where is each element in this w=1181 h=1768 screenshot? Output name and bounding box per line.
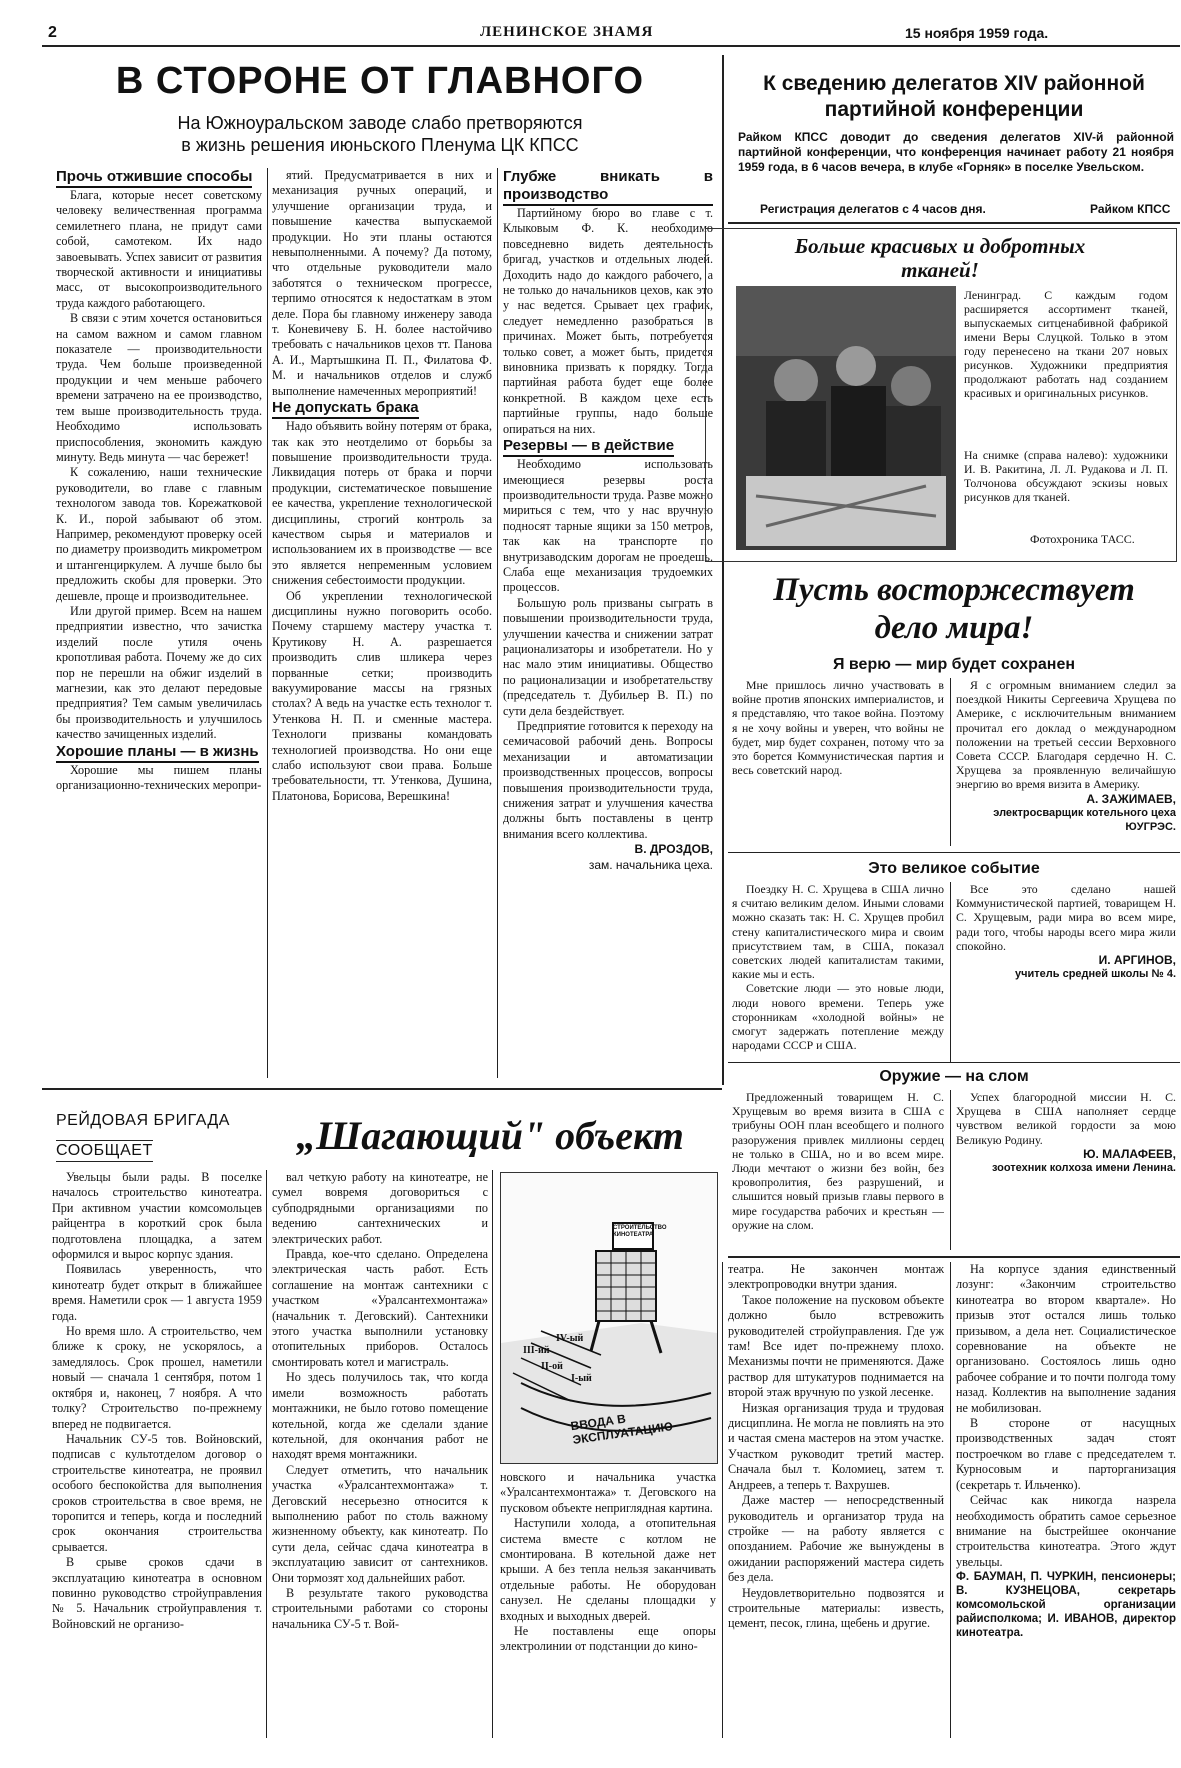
- paragraph: Все это сделано нашей Коммунистической партией, товарищем Н. С. Хрущевым, ради мира во всем мире, ради того, чтобы народы всего мира жили спокойно.: [956, 882, 1176, 953]
- cartoon-mark-2: II-ой: [541, 1361, 563, 1372]
- paragraph: В результате такого руководства строительными работами со стороны начальника СУ-5 т. Вой-: [272, 1585, 488, 1631]
- peace-s3-col-a: [732, 1090, 944, 1250]
- peace-s3-title: Оружие — на слом: [879, 1068, 1029, 1085]
- paragraph: вал четкую работу на кинотеатре, не сумел вовремя договориться с субподрядными организациями по ведению сантехнических и электрических работ.: [272, 1170, 488, 1246]
- section-rule: [42, 1088, 722, 1090]
- peace-s1-title: Я верю — мир будет сохранен: [832, 656, 1076, 673]
- main-col-3: [503, 168, 713, 1078]
- raid-title: „Шагающий" объект: [296, 1113, 684, 1158]
- main-title: В СТОРОНЕ ОТ ГЛАВНОГО: [115, 60, 645, 102]
- raid-col-2: [272, 1170, 488, 1738]
- paragraph: Хорошие мы пишем планы организационно-технических меропри-: [56, 762, 262, 793]
- paragraph: Следует отметить, что начальник участка «Уралсантехмонтажа» т. Деговский несерьезно относится к выполнению работ по столь важному жизненному объекту, как кинотеатр. По сути дела, сейчас сдача кинотеатра в эксплуатацию зависит от сантехников. Они тормозят ход дальнейших работ.: [272, 1462, 488, 1585]
- subhead-otzhivshie: Прочь отжившие способы: [56, 168, 252, 188]
- signature-role: электросварщик котельного цеха ЮУГРЭС.: [993, 806, 1176, 834]
- main-col-1: [56, 168, 262, 1078]
- paragraph: Предложенный товарищем Н. С. Хрущевым во время визита в США с трибуны ООН план всеобщего и полного разоружения привлек миллионы сердец не только в США, но и во всем мире. Люди мечтают о жизни без войн, без кровопролития, без разрушений, и слышится новый призыв главы первого в мире государства рабочих и крестьян — оружие на слом.: [732, 1090, 944, 1232]
- header-rule: [42, 45, 1180, 47]
- paragraph: Но здесь получилось так, что когда имели возможность работать монтажники, не было готово помещение котельной, когда же сделали здание котельной, для окончания работ не находят время монтажники.: [272, 1370, 488, 1462]
- paragraph: Об укреплении технологической дисциплины нужно поговорить особо. Почему старшему мастеру участка т. Крутикову Н. А. разрешается производить слив шликера через порванные сетки; производить вакуумирование массы на грязных столах? А ведь на участке есть технолог т. Утенкова Н. П. и сменные мастера. Технологи призваны командовать технологией производства. Но они еще слабо используют свои права. Больше требовательности, тт. Утенкова, Душина, Платонова, Борисова, Верешкина!: [272, 588, 492, 803]
- cartoon-mark-1: I-ый: [571, 1373, 592, 1384]
- cartoon: [500, 1172, 718, 1464]
- paragraph: Правда, кое-что сделано. Определена электрическая часть работ. Есть соглашение на монтаж сантехники с участком «Уралсантехмонтажа» (начальник т. Деговский). Сантехники этого участка выполнили установку отопительных приборов. Осталось смонтировать котел и магистраль.: [272, 1247, 488, 1369]
- section-rule: [728, 222, 1180, 224]
- peace-title-2: дело мира!: [874, 610, 1034, 646]
- delegates-registration: Регистрация делегатов с 4 часов дня.: [760, 202, 986, 216]
- paragraph: Сейчас как никогда назрела необходимость обратить самое серьезное внимание на быстрейшее окончание строительства кинотеатра. Этого ждут увельцы.: [956, 1493, 1176, 1569]
- paragraph: ятий. Предусматривается в них и механизация ручных операций, и улучшение организации труда, и повышение качества выпускаемой продукции. Но эти планы остаются невыполненными. А почему? Да потому, что отдельные руководители мало заботятся о техническом прогрессе, терпимо относятся к недостаткам в этом деле. Пора бы главному инженеру завода т. Коневичеву Б. Н. более настойчиво требовать с начальников цехов тт. Панова А. И., Мартышкина П. П., Филатова Ф. М. и начальников отделов и служб выполнение намеченных мероприятий!: [272, 168, 492, 398]
- paragraph: Партийному бюро во главе с т. Клыковым Ф. К. необходимо повседневно видеть деятельность бригад, участков и отдельных людей. Доходить надо до каждого рабочего, а не только до начальников цехов, как это у нас ведется. Срывает цех график, следует немедленно разобраться в причинах. Может быть, потребуется только совет, а может быть, придется виновника призвать к порядку. Тогда партийная работа будет еще более конкретной. В каждом цехе есть партийные группы, надо больше опираться на них.: [503, 206, 713, 436]
- delegates-signature: Райком КПСС: [1090, 202, 1171, 216]
- paragraph: Даже мастер — непосредственный руководитель и организатор труда на стройке — на работу является с опозданием. Рабочие же вынуждены в ожидании распоряжений мастера сидеть без дела.: [728, 1493, 944, 1585]
- col-divider: [950, 882, 951, 1062]
- fabrics-title-2: тканей!: [901, 258, 979, 282]
- peace-s2-col-a: [732, 882, 944, 1062]
- peace-s3-col-b: [956, 1090, 1176, 1250]
- signature-name: Ю. МАЛАФЕЕВ,: [1083, 1146, 1176, 1161]
- paragraph: Я с огромным вниманием следил за поездкой Никиты Сергеевича Хрущева по Америке, с исключительным вниманием прочитал его доклад о международном положении на третьей сессии Верховного Совета СССР. Благодаря сердечно Н. С. Хрущева за проявленную величайшую энергию во время визита в Америку.: [956, 678, 1176, 792]
- paragraph: Большую роль призваны сыграть в повышении производительности труда, улучшении качества и снижении затрат рационализаторы и изобретатели. Но у нас мало этим инициативы. Общество по рационализации и изобретательству (председатель т. Дубильер В. П.) по сути дела бездействует.: [503, 595, 713, 718]
- section-rule: [728, 852, 1180, 853]
- peace-s2-title: Это великое событие: [868, 860, 1040, 877]
- main-subtitle-1: На Южноуральском заводе слабо претворяются: [177, 113, 583, 133]
- paragraph: Советские люди — это новые люди, люди нового времени. Теперь уже сторонникам «холодной войны» не смогут задержать потепление между народами СССР и США.: [732, 981, 944, 1053]
- delegates-title-2: партийной конференции: [824, 98, 1084, 121]
- col-divider: [950, 678, 951, 846]
- raid-col-1: [52, 1170, 262, 1738]
- delegates-text: Райком КПСС доводит до сведения делегатов XIV-й районной партийной конференции, что конференция начинает работу 21 ноября 1959 года, в 6 часов вечера, в клубе «Горняк» в поселке Увельском.: [738, 130, 1174, 174]
- paragraph: Необходимо использовать имеющиеся резервы роста производительности труда. Разве можно мириться с тем, что у нас вручную подносят тарные ящики за 150 метров, так как на транспорте по внутризаводским дорогам не проедешь. Слаба еще механизация трудоемких процессов.: [503, 457, 713, 595]
- paragraph: Блага, которые несет советскому человеку величественная программа семилетнего плана, не придут сами собой, самотеком. Их надо завоевывать. Успех зависит от развития творческой активности и инициативы масс, от высокопроизводительного труда каждого работающего.: [56, 188, 262, 310]
- subhead-brak: Не допускать брака: [272, 399, 419, 419]
- paragraph: Успех благородной миссии Н. С. Хрущева в США наполняет сердце чувством великой гордости за мою Великую Родину.: [956, 1090, 1176, 1147]
- paragraph: театра. Не закончен монтаж электропроводки внутри здания.: [728, 1262, 944, 1292]
- subhead-rezervy: Резервы — в действие: [503, 437, 674, 457]
- col-divider: [950, 1262, 951, 1738]
- raid-col-3: [500, 1470, 716, 1738]
- col-divider: [267, 168, 268, 1078]
- paragraph: Поездку Н. С. Хрущева в США лично я считаю великим делом. Иными словами можно сказать так: Н. С. Хрущев пробил стену капиталистического мира и своим присутствием там, в США, показал советских людей капиталистам такими, какие мы и есть.: [732, 882, 944, 982]
- paragraph: Низкая организация труда и трудовая дисциплина. Не могла не повлиять на это и частая смена мастеров на этом участке. Участком руководит третий мастер. Сначала был т. Коломиец, затем т. Андреев, а теперь т. Вахрушев.: [728, 1400, 944, 1492]
- delegates-title-1: К сведению делегатов XIV районной: [763, 72, 1145, 95]
- col-divider: [492, 1170, 493, 1738]
- peace-s1-col-a: [732, 678, 944, 846]
- fabrics-credit: Фотохроника ТАСС.: [1030, 532, 1135, 546]
- paragraph: К сожалению, наши технические руководители, во главе с главным технологом завода тов. Корежатковой К. И., порой забывают об этом. Например, рекомендуют проверку осей по диаметру производить микрометром и штангенциркулем. А лучше было бы предложить скобы для проверки. Это дешевле, проще и производительнее.: [56, 465, 262, 603]
- subhead-glubzhe: Глубже вникать в производство: [503, 168, 713, 206]
- raid-col-4: [728, 1262, 944, 1738]
- section-divider: [722, 55, 724, 1085]
- subhead-horoshie-plany: Хорошие планы — в жизнь: [56, 743, 259, 763]
- section-rule: [728, 1256, 1180, 1258]
- page-number: 2: [48, 24, 57, 41]
- col-divider: [266, 1170, 267, 1738]
- fabrics-photo: [736, 286, 956, 550]
- paragraph: Не поставлены еще опоры электролинии от подстанции до кино-: [500, 1624, 716, 1654]
- paragraph: Наступили холода, а отопительная система вместе с котлом не смонтирована. В котельной даже нет крыши. А без тепла нельзя заканчивать отдельные работы. Не оборудован санузел. Не сделаны площадки у входных и выходных дверей.: [500, 1516, 716, 1623]
- peace-title-1: Пусть восторжествует: [773, 572, 1135, 608]
- fabrics-title-1: Больше красивых и добротных: [794, 234, 1086, 258]
- cartoon-mark-4: IV-ый: [556, 1333, 584, 1344]
- paragraph: Но время шло. А строительство, чем ближе к сроку, не ускорялось, а замедлялось. Срок прошел, наметили новый — сначала 1 сентября, потом 1 октября и, наконец, 7 ноября. А что толку? Строительство по-прежнему вперед не подвигается.: [52, 1324, 262, 1431]
- paragraph: Или другой пример. Всем на нашем предприятии известно, что зачистка изделий после утиля очень кропотливая работа. Почему же до сих пор не перешли на обжиг изделий в магнезии, как это делают передовые предприятия? Тем самым увеличилась бы производительность и улучшилось качество зачищенных изделий.: [56, 603, 262, 742]
- signature-role: учитель средней школы № 4.: [1015, 968, 1176, 981]
- cartoon-ribbon: ВВОДА В ЭКСПЛУАТАЦИЮ: [569, 1411, 674, 1448]
- signature-role: зоотехник колхоза имени Ленина.: [991, 1162, 1176, 1175]
- peace-s2-col-b: [956, 882, 1176, 1062]
- signature-name: В. ДРОЗДОВ,: [634, 842, 713, 857]
- paragraph: Увельцы были рады. В поселке началось строительство кинотеатра. При активном участии комсомольцев райцентра в короткий срок была подготовлена площадка, а затем оформился и вырос корпус здания.: [52, 1170, 262, 1262]
- main-subtitle-2: в жизнь решения июньского Пленума ЦК КПСС: [181, 135, 579, 155]
- paragraph: На корпусе здания единственный лозунг: «Закончим строительство кинотеатра во втором квартале». Но призыв этот остался лишь только призывом, а дела нет. Социалистическое соревнование на объекте не организовано. Состоялось лишь одно рабочее собрание и то почти полгода тому назад. Коллектив на выполнение задания не мобилизован.: [956, 1262, 1176, 1415]
- paragraph: Надо объявить войну потерям от брака, так как это неотделимо от борьбы за повышение производительности труда. Ликвидация потерь от брака и порчи продукции, систематическое повышение ее качества, укрепление технологической дисциплины, строгий контроль за качеством сырья и материалов и использованием их в производстве — все это является непременным условием снижения себестоимости продукции.: [272, 419, 492, 588]
- raid-label-1: РЕЙДОВАЯ БРИГАДА: [56, 1112, 230, 1129]
- col-divider: [950, 1090, 951, 1250]
- col-divider: [722, 1262, 723, 1738]
- main-col-2: [272, 168, 492, 1078]
- cartoon-sign: СТРОИТЕЛЬСТВО КИНОТЕАТРА: [613, 1225, 667, 1238]
- raid-signature: Ф. БАУМАН, П. ЧУРКИН, пенсионеры; В. КУЗНЕЦОВА, секретарь комсомольской организации райисполкома; И. ИВАНОВ, директор кинотеатра.: [956, 1571, 1176, 1640]
- section-rule: [728, 1062, 1180, 1063]
- signature-name: А. ЗАЖИМАЕВ,: [1086, 791, 1176, 806]
- paragraph: Такое положение на пусковом объекте должно было встревожить руководителей стройуправления. Где уж там! Все идет по-прежнему плохо. Механизмы почти не применяются. Даже раствор для штукатуров поднимается на второй этаж вручную по узкой лесенке.: [728, 1292, 944, 1400]
- signature-role: зам. начальника цеха.: [588, 857, 713, 872]
- paragraph: В связи с этим хочется остановиться на самом важном и самом главном показателе — производительности труда. Чем больше произведенной продукции и чем меньше рабочего времени затрачено на ее производство, тем выше производительность труда. Необходимо использовать приспособления, экономить каждую минуту. Ведь минута — час бережет!: [56, 311, 262, 464]
- paragraph: Мне пришлось лично участвовать в войне против японских империалистов, и я представляю, что такое война. Поэтому я не хочу войны и уверен, что войны не будет, мир будет сохранен, потому что за это борется Коммунистическая партия и весь советский народ.: [732, 678, 944, 778]
- peace-s1-col-b: [956, 678, 1176, 846]
- paragraph: новского и начальника участка «Уралсантехмонтажа» т. Деговского на пусковом объекте неприглядная картина.: [500, 1470, 716, 1515]
- paragraph: В стороне от насущных производственных задач стоят построечком во главе с председателем т. Курносовым и парторганизация (секретарь т. Ильченко).: [956, 1416, 1176, 1492]
- paragraph: Начальник СУ-5 тов. Войновский, подписав с культотделом договор о строительстве кинотеатра, не проявил особого беспокойства для выполнения сроков строительства в свое время, не торопится и теперь, когда и последний срок окончания строительства срывается.: [52, 1431, 262, 1554]
- fabrics-caption: На снимке (справа налево): художники И. В. Ракитина, Л. Л. Рудакова и Л. П. Толчонова обсуждают эскизы новых рисунков для тканей.: [964, 448, 1168, 504]
- issue-date: 15 ноября 1959 года.: [905, 25, 1049, 41]
- cartoon-mark-3: III-ий: [523, 1345, 550, 1356]
- paragraph: Неудовлетворительно подвозятся и строительные материалы: известь, цемент, песок, глина, щебень и другие.: [728, 1585, 944, 1631]
- raid-label-2: СООБЩАЕТ: [56, 1140, 153, 1162]
- paragraph: В срыве сроков сдачи в эксплуатацию кинотеатра в основном повинно руководство стройуправления № 5. Начальник стройуправления т. Войновский не организо-: [52, 1555, 262, 1631]
- paragraph: Появилась уверенность, что кинотеатр будет открыт в ближайшее время. Наметили срок — 1 августа 1959 года.: [52, 1262, 262, 1323]
- paragraph: Предприятие готовится к переходу на семичасовой рабочий день. Вопросы механизации и автоматизации производственных процессов, вопросы повышения производительности труда, снижения затрат и улучшения качества должны быть поставлены в центр внимания всего коллектива.: [503, 719, 713, 841]
- signature-name: И. АРГИНОВ,: [1098, 953, 1176, 968]
- artists-photo-icon: [736, 286, 956, 550]
- raid-col-5: [956, 1262, 1176, 1738]
- newspaper-name: ЛЕНИНСКОЕ ЗНАМЯ: [480, 24, 654, 40]
- col-divider: [497, 168, 498, 1078]
- fabrics-text: Ленинград. С каждым годом расширяется ассортимент тканей, выпускаемых ситценабивной фабрикой имени Веры Слуцкой. Только в этом году перенесено на ткани 207 новых рисунков. Художники предприятия продолжают работать над созданием красивых и оригинальных рисунков.: [964, 288, 1168, 400]
